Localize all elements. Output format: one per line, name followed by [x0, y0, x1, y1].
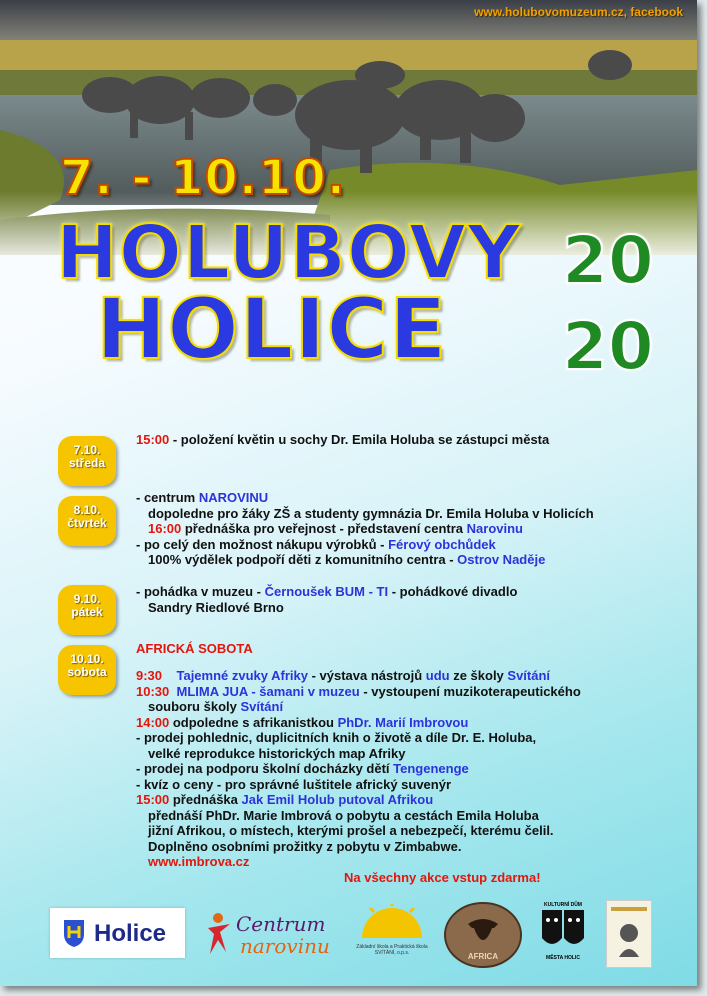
day-date: 7.10. [73, 443, 101, 457]
year-top: 20 [562, 222, 654, 299]
program-line: 100% výdělek podpoří děti z komunitního centra - Ostrov Naděje [148, 552, 546, 567]
website-url[interactable]: www.holubovomuzeum.cz, facebook [474, 5, 683, 19]
holice-logo-text: Holice [94, 920, 167, 947]
kulturni-dum-logo [536, 902, 590, 962]
day-date: 9.10. [73, 592, 101, 606]
holice-coat-of-arms-icon [62, 918, 86, 948]
thursday-program [136, 490, 594, 568]
program-line: souboru školy Svítání [148, 699, 284, 714]
day-badge-friday [58, 585, 116, 635]
program-line: 9:30 Tajemné zvuky Afriky - výstava nástrojů udu ze školy Svítání [136, 668, 551, 683]
program-line: dopoledne pro žáky ZŠ a studenty gymnázia Dr. Emila Holuba v Holicích [148, 505, 594, 521]
time: 15:00 [136, 432, 170, 447]
program-line: 10:30 MLIMA JUA - šamani v muzeu - vystoupení muzikoterapeutického [136, 683, 581, 699]
year-bottom: 20 [562, 308, 654, 385]
program-line: přednáší PhDr. Marie Imbrová o pobytu a cestách Emila Holuba [148, 807, 539, 823]
saturday-program [136, 668, 581, 870]
school-logo-caption: Základní škola a Praktická škola SVÍTÁNÍ, o.p.s. [356, 944, 428, 956]
program-line: 14:00 odpoledne s afrikanistkou PhDr. Marií Imbrovou [136, 714, 469, 730]
free-entry-note: Na všechny akce vstup zdarma! [344, 870, 541, 885]
svitani-school-logo [354, 904, 430, 966]
portrait-icon [607, 901, 651, 967]
program-line: - pohádka v muzeu - Černoušek BUM - TI - pohádkové divadlo [136, 584, 518, 599]
title-line-2: HOLICE [96, 280, 448, 378]
kd-bottom-text: MĚSTA HOLIC [546, 955, 580, 961]
program-line: 15:00 přednáška Jak Emil Holub putoval Afrikou [136, 792, 434, 807]
sun-icon [354, 904, 430, 944]
program-text: - položení květin u sochy Dr. Emila Holuba se zástupci města [169, 432, 550, 447]
centrum-narovinu-logo [206, 906, 346, 962]
partner-logos [0, 900, 697, 970]
program-line: jižní Afrikou, o místech, kterými prošel a nebezpečí, kterému čelil. [148, 823, 554, 838]
day-name: středa [68, 456, 106, 470]
figure-icon [206, 910, 236, 956]
day-badge-saturday [58, 645, 116, 695]
program-line: velké reprodukce historických map Afriky [148, 745, 406, 761]
day-name: pátek [71, 605, 103, 619]
holice-logo [50, 908, 185, 958]
imbrova-website-link[interactable]: www.imbrova.cz [148, 854, 250, 869]
title-line-1: HOLUBOVY [56, 210, 522, 296]
kd-top-text: KULTURNÍ DŮM [544, 902, 582, 908]
narovinu-text: narovinu [240, 934, 330, 958]
friday-program [136, 584, 517, 615]
holub-portrait-card [606, 900, 652, 968]
program-line: - prodej na podporu školní docházky dětí Tengenenge [136, 761, 469, 776]
day-badge-wednesday [58, 436, 116, 486]
saturday-heading: AFRICKÁ SOBOTA [136, 641, 253, 656]
day-date: 10.10. [70, 652, 104, 666]
program-line: - po celý den možnost nákupu výrobků - Férový obchůdek [136, 536, 496, 552]
africa-text: AFRICA [467, 952, 499, 961]
theatre-masks-icon [536, 908, 590, 950]
program-line: 16:00 přednáška pro veřejnost - představení centra Narovinu [148, 521, 523, 536]
program-line: - prodej pohlednic, duplicitních knih o životě a díle Dr. E. Holuba, [136, 730, 537, 745]
day-name: čtvrtek [67, 516, 107, 530]
day-name: sobota [67, 665, 107, 679]
holub-africa-logo [444, 902, 522, 968]
program-line: - kvíz o ceny - pro správné luštitele africký suvenýr [136, 776, 452, 792]
day-badge-thursday [58, 496, 116, 546]
event-dates: 7. - 10.10. [60, 150, 347, 206]
centrum-text: Centrum [236, 912, 326, 936]
day-date: 8.10. [73, 503, 101, 517]
program-line: Doplněno osobními prožitky z pobytu v Zimbabwe. [148, 838, 462, 854]
program-line: - centrum NAROVINU [136, 490, 269, 505]
program-line: Sandry Riedlové Brno [148, 599, 284, 615]
wednesday-program [136, 432, 549, 448]
